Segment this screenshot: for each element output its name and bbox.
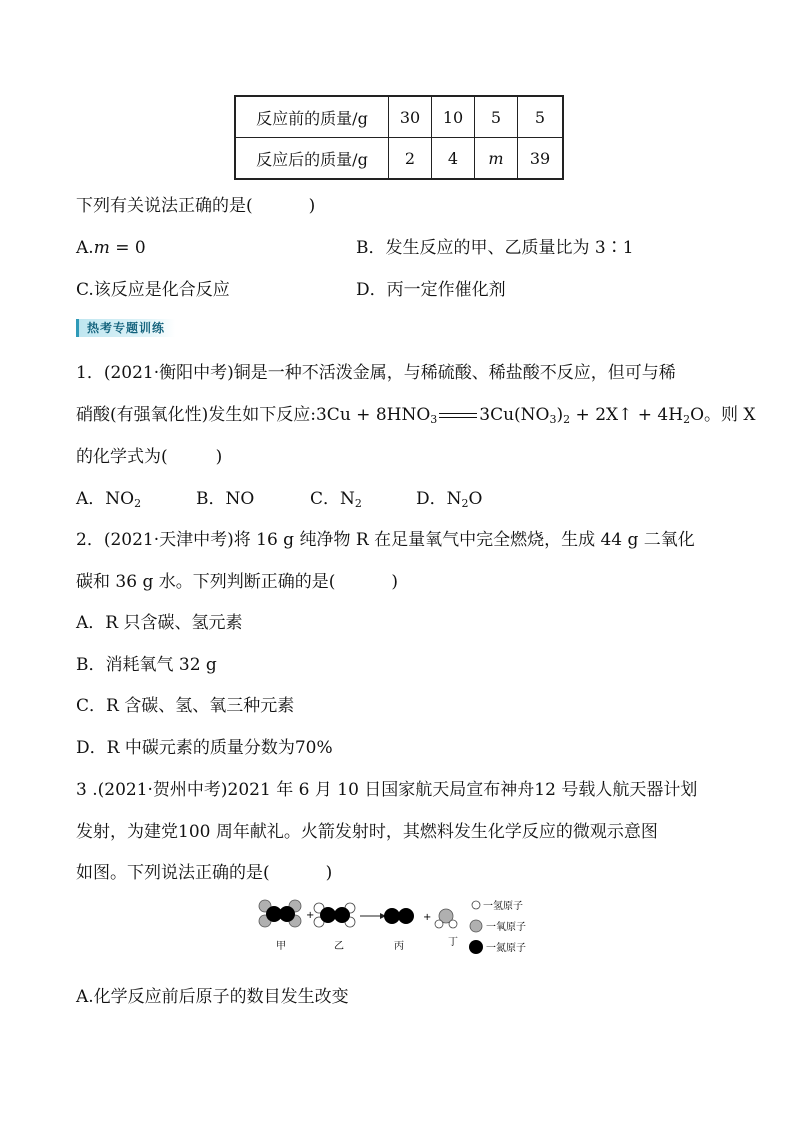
- q2-option-a: A．R 只含碳、氢元素: [76, 613, 243, 633]
- row-label: 反应前的质量/g: [235, 96, 389, 138]
- q1-line2: [76, 405, 756, 430]
- molecule-bing: [384, 908, 414, 924]
- q2-line2: [76, 572, 398, 592]
- table-cell: 4: [432, 138, 475, 180]
- option-b: B．发生反应的甲、乙质量比为 3∶1: [356, 238, 634, 258]
- section-badge: 热考专题训练: [76, 319, 175, 337]
- option-label: A.: [76, 238, 94, 258]
- subscript: 2: [461, 497, 469, 510]
- q1-line3: [76, 447, 222, 467]
- option-text: = 0: [109, 238, 146, 258]
- subscript: 2: [683, 413, 691, 426]
- legend-hydrogen-swatch: [472, 901, 480, 909]
- q1-option-b: B．NO: [196, 489, 255, 509]
- option-text: D．N: [416, 489, 462, 509]
- equation-part: 3Cu(NO: [479, 405, 550, 425]
- q3-line3: [76, 863, 332, 883]
- plus-sign: +: [306, 910, 315, 921]
- option-d: D．丙一定作催化剂: [356, 280, 506, 300]
- subscript: 2: [134, 497, 142, 510]
- option-text: A．NO: [76, 489, 135, 509]
- legend-oxygen-swatch: [470, 920, 482, 932]
- equation-part: ): [556, 405, 564, 425]
- table-cell: 10: [432, 96, 475, 138]
- subscript: 3: [430, 413, 438, 426]
- stem-close: ): [391, 572, 398, 592]
- table-cell: m: [475, 138, 518, 180]
- option-var: m: [93, 238, 110, 258]
- q1-line1: 1．(2021·衡阳中考)铜是一种不活泼金属，与稀硫酸、稀盐酸不反应，但可与稀: [76, 363, 676, 383]
- legend-nitrogen-swatch: [469, 940, 483, 954]
- equation-part: O。则 X: [690, 405, 756, 425]
- subscript: 3: [549, 413, 557, 426]
- molecule-jia: [259, 900, 301, 927]
- q2-line1: 2．(2021·天津中考)将 16 g 纯净物 R 在足量氧气中完全燃烧，生成 44 g 二氧化: [76, 530, 695, 550]
- legend: [469, 899, 526, 954]
- label-jia: 甲: [276, 941, 286, 952]
- plus-sign: +: [423, 912, 432, 923]
- q1-option-d: [416, 489, 482, 514]
- stem-close: ): [325, 863, 333, 883]
- q1-option-c: [310, 489, 362, 514]
- table-cell: 5: [518, 96, 564, 138]
- q1-option-a: [76, 489, 141, 514]
- option-text: O: [468, 489, 483, 509]
- equation-part: + 2X↑ + 4H: [570, 405, 684, 425]
- equals-sign: [439, 413, 477, 418]
- subscript: 2: [563, 413, 571, 426]
- subscript: 2: [354, 497, 362, 510]
- stem-text: 如图。下列说法正确的是(: [76, 863, 270, 883]
- q2-option-d: D．R 中碳元素的质量分数为70%: [76, 738, 333, 758]
- table-row: [235, 138, 563, 180]
- table-cell: 5: [475, 96, 518, 138]
- label-ding: 丁: [448, 937, 458, 948]
- row-label: 反应后的质量/g: [235, 138, 389, 180]
- table-cell: 2: [389, 138, 432, 180]
- label-yi: 乙: [334, 941, 344, 952]
- reaction-diagram: [254, 896, 554, 958]
- stem-text: 下列有关说法正确的是(: [76, 196, 253, 216]
- q2-option-c: C．R 含碳、氢、氧三种元素: [76, 696, 295, 716]
- table-cell: 30: [389, 96, 432, 138]
- table-cell: 39: [518, 138, 564, 180]
- option-a: [76, 238, 146, 258]
- q3-line1: 3 .(2021·贺州中考)2021 年 6 月 10 日国家航天局宣布神舟12 号载人航天器计划: [76, 780, 698, 800]
- stem-close: ): [308, 196, 316, 216]
- q2-option-b: B．消耗氧气 32 g: [76, 655, 217, 675]
- option-text: C．N: [310, 489, 355, 509]
- molecule-ding: [435, 909, 457, 928]
- question-stem: [76, 196, 315, 216]
- stem-text: 碳和 36 g 水。下列判断正确的是(: [76, 572, 336, 592]
- mass-table: [234, 95, 564, 180]
- q3-option-a: A.化学反应前后原子的数目发生改变: [76, 987, 349, 1007]
- stem-close: ): [215, 447, 223, 467]
- legend-oxygen: 一氧原子: [486, 922, 526, 933]
- molecule-yi: [314, 903, 355, 927]
- label-bing: 丙: [394, 941, 404, 952]
- equation-part: 硝酸(有强氧化性)发生如下反应:3Cu + 8HNO: [76, 405, 431, 425]
- stem-text: 的化学式为(: [76, 447, 168, 467]
- q3-line2: 发射，为建党100 周年献礼。火箭发射时，其燃料发生化学反应的微观示意图: [76, 822, 658, 842]
- table-row: [235, 96, 563, 138]
- legend-nitrogen: 一氮原子: [486, 943, 526, 954]
- legend-hydrogen: 一氢原子: [483, 901, 523, 912]
- option-c: C.该反应是化合反应: [76, 280, 230, 300]
